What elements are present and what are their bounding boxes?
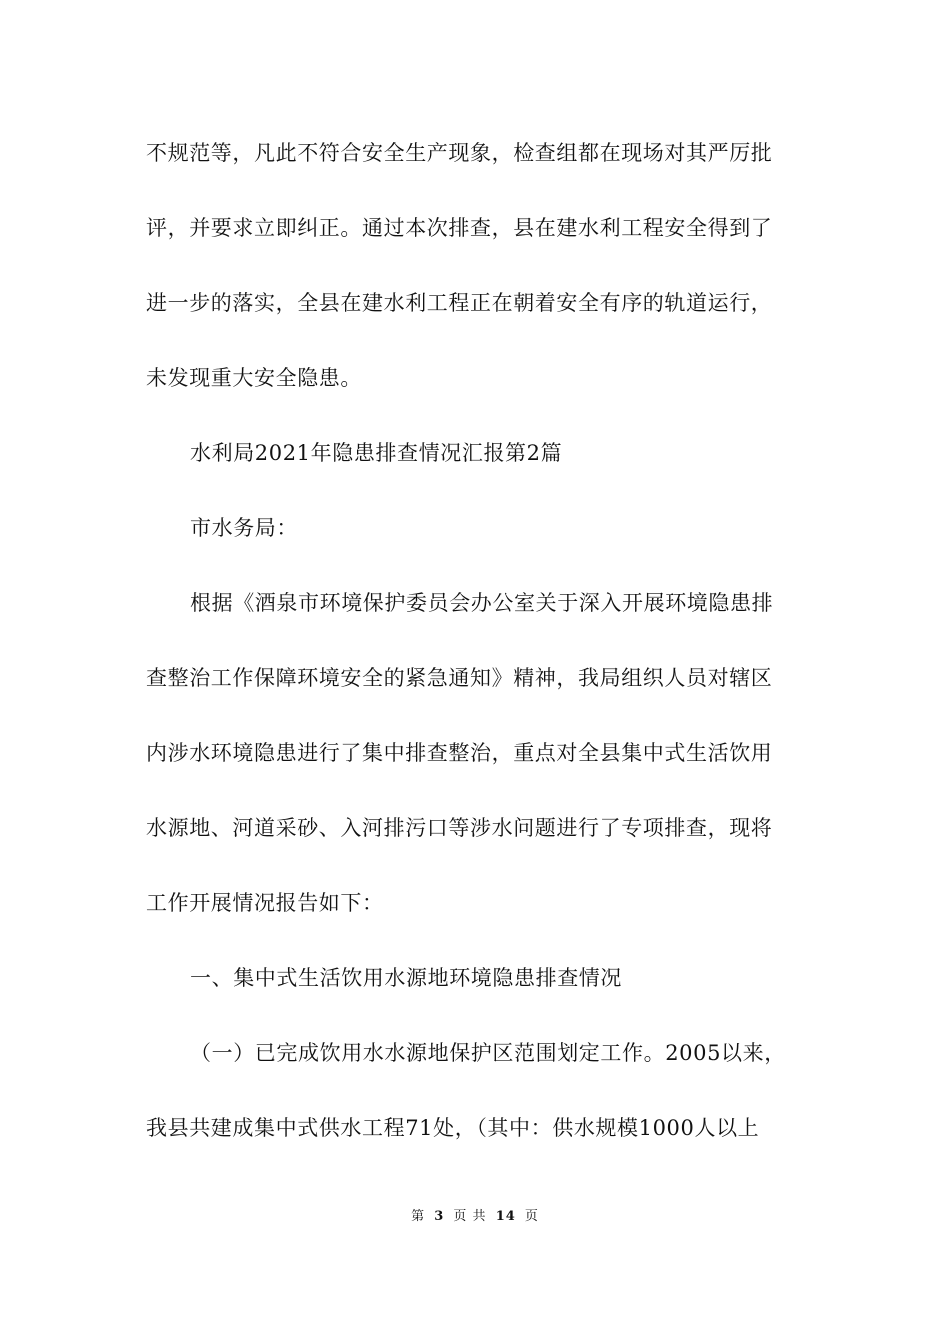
body-line-2: 评，并要求立即纠正。通过本次排查，县在建水利工程安全得到了 [146, 216, 773, 240]
footer-total-pages: 14 [495, 1209, 516, 1224]
body-line-11: 工作开展情况报告如下： [146, 891, 384, 915]
footer-prefix: 第 [411, 1209, 426, 1224]
body-line-7: 根据《酒泉市环境保护委员会办公室关于深入开展环境隐患排 [190, 591, 774, 615]
body-line-8: 查整治工作保障环境安全的紧急通知》精神，我局组织人员对辖区 [146, 666, 773, 690]
footer-page-number: 3 [434, 1209, 445, 1224]
body-line-1: 不规范等，凡此不符合安全生产现象，检查组都在现场对其严厉批 [146, 141, 773, 165]
body-line-13: （一）已完成饮用水水源地保护区范围划定工作。2005以来， [190, 1041, 786, 1065]
section-title: 水利局2021年隐患排查情况汇报第2篇 [190, 441, 563, 465]
page-footer [0, 1208, 950, 1226]
salutation: 市水务局： [190, 516, 298, 540]
body-line-4: 未发现重大安全隐患。 [146, 366, 362, 390]
body-line-10: 水源地、河道采砂、入河排污口等涉水问题进行了专项排查，现将 [146, 816, 773, 840]
body-line-9: 内涉水环境隐患进行了集中排查整治，重点对全县集中式生活饮用 [146, 741, 773, 765]
footer-suffix: 页 [524, 1209, 539, 1224]
body-line-3: 进一步的落实，全县在建水利工程正在朝着安全有序的轨道运行， [146, 291, 773, 315]
heading-one: 一、集中式生活饮用水源地环境隐患排查情况 [190, 966, 622, 990]
body-line-14: 我县共建成集中式供水工程71处，（其中：供水规模1000人以上 [146, 1116, 760, 1140]
footer-middle: 页 共 [453, 1209, 487, 1224]
